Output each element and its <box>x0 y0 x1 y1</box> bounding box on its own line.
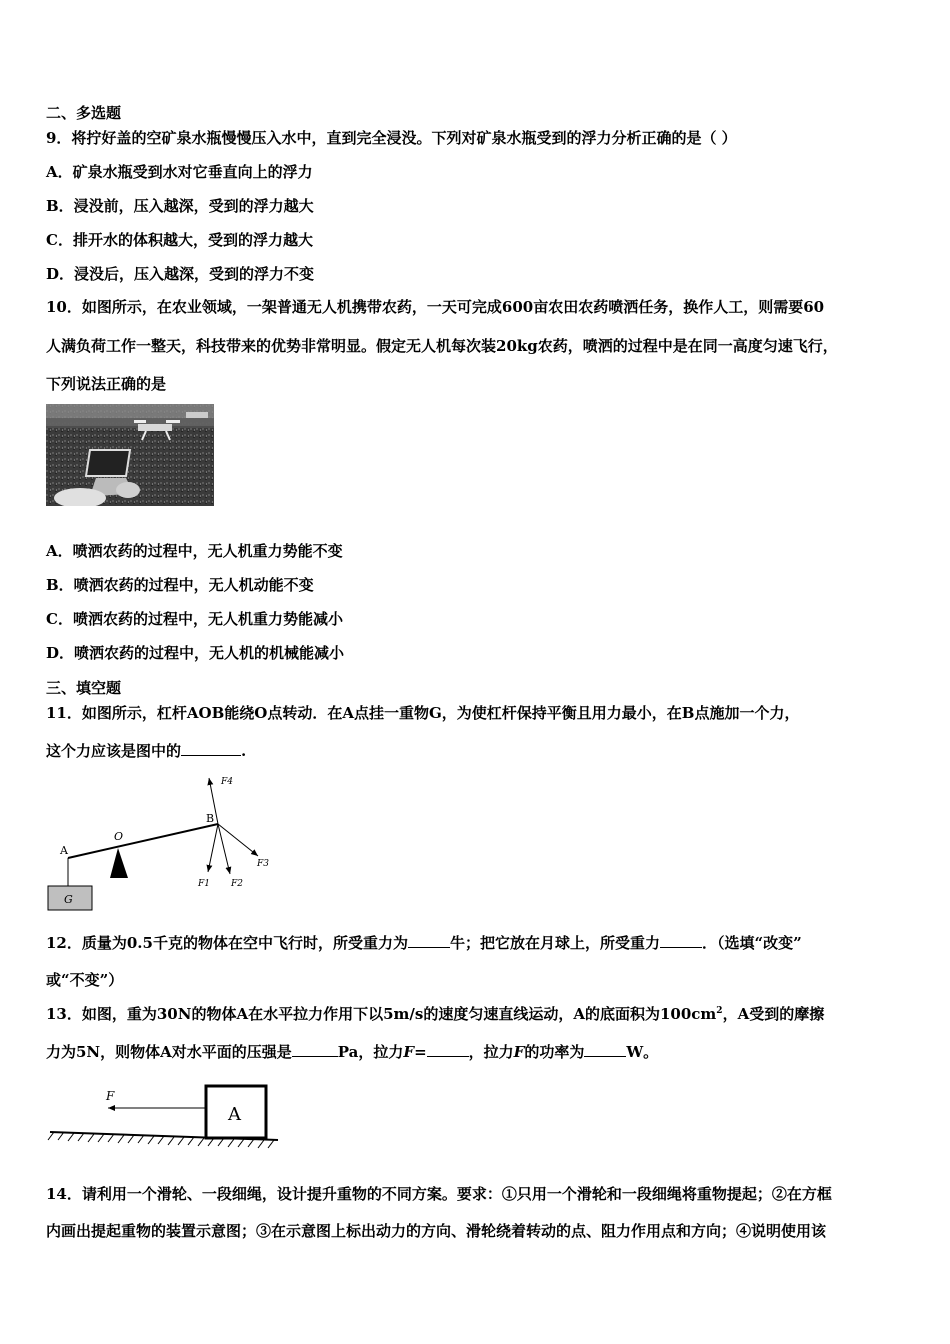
q13-blank-force[interactable] <box>427 1042 469 1057</box>
drone-photo <box>46 404 214 506</box>
q10-option-b: B．喷洒农药的过程中，无人机动能不变 <box>46 576 314 594</box>
label-g: G <box>64 893 73 906</box>
q13-blank-power[interactable] <box>584 1042 626 1057</box>
fulcrum-icon <box>110 848 128 878</box>
q13-blank-pressure[interactable] <box>292 1042 338 1057</box>
q9-option-b: B．浸没前，压入越深，受到的浮力越大 <box>46 197 314 215</box>
force-f1-arrow <box>208 824 218 872</box>
q12-blank-moon[interactable] <box>660 933 702 948</box>
label-o: O <box>114 830 124 843</box>
q10-option-d: D．喷洒农药的过程中，无人机的机械能减小 <box>46 644 345 662</box>
q14-line2: 内画出提起重物的装置示意图；③在示意图上标出动力的方向、滑轮绕着转动的点、阻力作用点和方向；④说明使用该 <box>46 1222 827 1240</box>
section-heading-fill-in: 三、填空题 <box>46 679 122 697</box>
q10-stem-line3: 下列说法正确的是 <box>46 375 167 393</box>
label-a: A <box>60 844 68 857</box>
section-heading-multiple-choice: 二、多选题 <box>46 104 122 122</box>
label-b: B <box>206 812 215 825</box>
q9-option-c: C．排开水的体积越大，受到的浮力越大 <box>46 231 313 249</box>
q9-stem: 9．将拧好盖的空矿泉水瓶慢慢压入水中，直到完全浸没。下列对矿泉水瓶受到的浮力分析正确的是（ ） <box>46 129 737 147</box>
q14-line1: 14．请利用一个滑轮、一段细绳，设计提升重物的不同方案。要求：①只用一个滑轮和一段细绳将重物提起；②在方框 <box>46 1185 832 1203</box>
q10-stem-line1: 10．如图所示，在农业领域，一架普通无人机携带农药，一天可完成600亩农田农药喷洒任务，换作人工，则需要60 <box>46 298 825 316</box>
label-f1: F1 <box>198 879 210 889</box>
label-f2: F2 <box>231 879 243 889</box>
q12-line1: 12．质量为0.5千克的物体在空中飞行时，所受重力为 牛；把它放在月球上，所受重力 ．（选填“改变” <box>46 934 802 952</box>
q10-stem-line2: 人满负荷工作一整天，科技带来的优势非常明显。假定无人机每次装20kg农药，喷洒的过程中是在同一高度匀速飞行， <box>46 337 838 355</box>
lever-diagram <box>46 772 286 920</box>
q12-blank-weight[interactable] <box>408 933 450 948</box>
q10-option-c: C．喷洒农药的过程中，无人机重力势能减小 <box>46 610 343 628</box>
block-diagram <box>46 1080 286 1158</box>
q11-stem-line2: 这个力应该是图中的 . <box>46 742 247 760</box>
q11-answer-blank[interactable] <box>181 741 241 756</box>
q13-line2: 力为5N，则物体A对水平面的压强是 Pa，拉力F= ，拉力F的功率为 W。 <box>46 1043 659 1061</box>
label-f3: F3 <box>257 859 269 869</box>
q10-option-a: A．喷洒农药的过程中，无人机重力势能不变 <box>46 542 343 560</box>
q9-option-a: A．矿泉水瓶受到水对它垂直向上的浮力 <box>46 163 313 181</box>
q11-stem-line1: 11．如图所示，杠杆AOB能绕O点转动．在A点挂一重物G，为使杠杆保持平衡且用力最小，在B点施加一个力， <box>46 704 800 722</box>
label-f4: F4 <box>221 777 233 787</box>
q13-line1: 13．如图，重为30N的物体A在水平拉力作用下以5m/s的速度匀速直线运动，A的底面积为$100cm^2$，A受到的摩擦 <box>46 1005 825 1023</box>
lever-bar <box>68 824 218 858</box>
force-f3-arrow <box>218 824 258 856</box>
block-a-label: A <box>228 1104 241 1125</box>
force-label-f: F <box>106 1089 115 1103</box>
force-f2-arrow <box>218 824 230 874</box>
q12-line2: 或“不变”） <box>46 971 124 989</box>
q9-option-d: D．浸没后，压入越深，受到的浮力不变 <box>46 265 315 283</box>
